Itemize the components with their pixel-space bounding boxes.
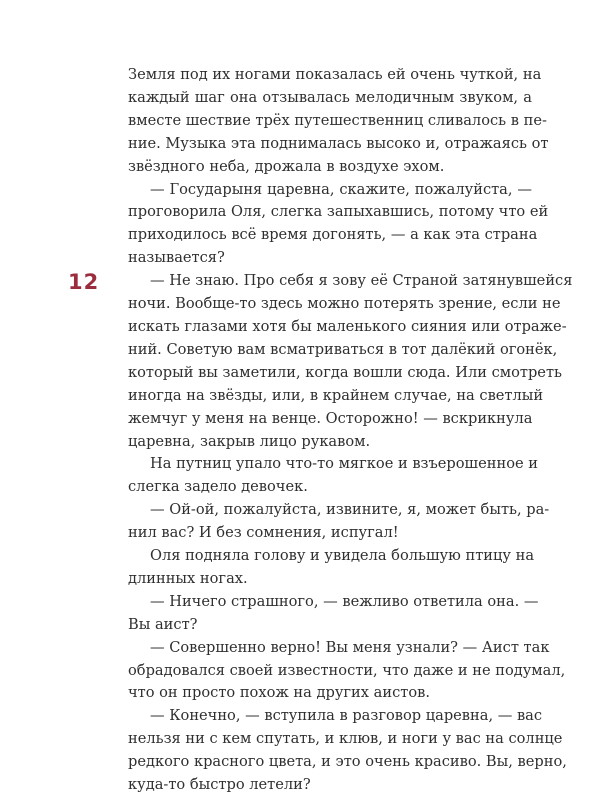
text-line: искать глазами хотя бы маленького сияния или отраже- <box>128 317 567 335</box>
text-line: нил вас? И без сомнения, испугал! <box>128 524 399 542</box>
text-line: обрадовался своей известности, что даже и не подумал, <box>128 661 566 679</box>
text-line: куда-то быстро летели? <box>128 776 311 794</box>
text-line: каждый шаг она отзывалась мелодичным звуком, а <box>128 88 532 106</box>
text-line: — Совершенно верно! Вы меня узнали? — Аист так <box>150 638 550 656</box>
text-line: длинных ногах. <box>128 569 248 587</box>
text-line: царевна, закрыв лицо рукавом. <box>128 432 371 450</box>
text-line: — Государыня царевна, скажите, пожалуйста, — <box>150 180 532 198</box>
body-text <box>128 64 573 797</box>
text-line: На путниц упало что-то мягкое и взъерошенное и <box>150 455 539 473</box>
text-line: что он просто похож на других аистов. <box>128 684 430 702</box>
text-line: ний. Советую вам всматриваться в тот далёкий огонёк, <box>128 340 558 358</box>
text-line: Земля под их ногами показалась ей очень чуткой, на <box>128 66 542 83</box>
text-line: жемчуг у меня на венце. Осторожно! — вскрикнула <box>128 409 533 427</box>
text-line: Вы аист? <box>128 615 198 633</box>
text-line: — Не знаю. Про себя я зову её Страной затянувшейся <box>150 272 573 290</box>
text-line: слегка задело девочек. <box>128 478 308 496</box>
text-line: Оля подняла голову и увидела большую птицу на <box>150 547 535 565</box>
text-line: нельзя ни с кем спутать, и клюв, и ноги у вас на солнце <box>128 730 563 748</box>
text-line: — Ничего страшного, — вежливо ответила она. — <box>150 592 539 610</box>
text-line: приходилось всё время догонять, — а как эта страна <box>128 226 538 244</box>
text-line: ночи. Вообще-то здесь можно потерять зрение, если не <box>128 295 561 313</box>
text-line: иногда на звёзды, или, в крайнем случае, на светлый <box>128 386 544 404</box>
text-line: называется? <box>128 249 225 267</box>
text-line: проговорила Оля, слегка запыхавшись, потому что ей <box>128 203 549 221</box>
text-line: который вы заметили, когда вошли сюда. Или смотреть <box>128 363 562 381</box>
text-line: ние. Музыка эта поднималась высоко и, отражаясь от <box>128 134 549 152</box>
text-line: — Конечно, — вступила в разговор царевна, — вас <box>150 707 543 725</box>
text-line: звёздного неба, дрожала в воздухе эхом. <box>128 157 445 175</box>
text-line: редкого красного цвета, и это очень красиво. Вы, верно, <box>128 753 567 771</box>
text-line: вместе шествие трёх путешественниц сливалось в пе- <box>128 111 547 129</box>
page-number: 12 <box>68 270 100 294</box>
text-line: — Ой-ой, пожалуйста, извините, я, может быть, ра- <box>150 501 550 519</box>
